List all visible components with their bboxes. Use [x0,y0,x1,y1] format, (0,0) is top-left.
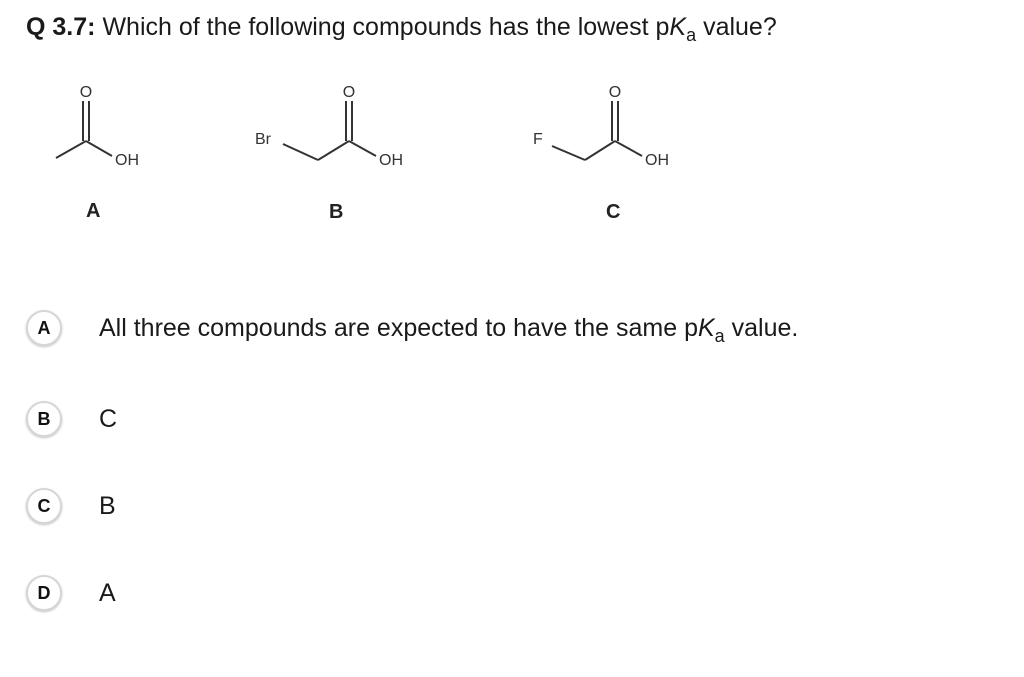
molecule-b-bromine: Br [255,131,271,148]
molecule-c-label: C [606,201,621,223]
option-d-badge[interactable]: D [26,575,62,611]
bond-a-methyl [56,141,86,158]
molecule-b-label: B [329,201,344,223]
molecule-c-carbonyl-o: O [608,84,622,101]
molecule-b-hydroxyl: OH [379,152,403,169]
question-suffix: value? [696,13,777,41]
molecule-a-carbonyl-o: O [79,84,93,101]
answer-option-d[interactable] [26,573,116,613]
molecule-b-structure [283,101,376,160]
option-a-text [99,313,799,346]
option-c-text: B [99,491,116,520]
option-a-k: K [697,313,715,342]
answer-option-a[interactable] [26,308,798,348]
bond-b-c-oh [349,141,376,156]
bond-c-f-c [552,146,585,160]
molecule-a-structure [56,101,112,158]
option-a-suffix: value. [724,313,799,342]
structure-drawings [0,70,1024,230]
question-text: Which of the following compounds has the lowest p [102,13,670,41]
answer-option-b[interactable] [26,399,117,439]
bond-c-c-oh [615,141,642,156]
molecule-a-hydroxyl: OH [115,152,139,169]
option-d-text: A [99,578,116,607]
molecule-c-fluorine: F [533,131,543,148]
molecule-b-carbonyl-o: O [342,84,356,101]
question-sub: a [686,25,697,45]
option-b-text: C [99,404,118,433]
question-prompt [26,10,777,44]
question-k: K [669,13,687,41]
option-b-badge[interactable]: B [26,401,62,437]
option-a-badge[interactable]: A [26,310,62,346]
option-a-sub: a [714,325,725,346]
molecule-a-label: A [86,200,101,222]
bond-b-c-c [318,141,349,160]
question-number: Q 3.7: [26,13,96,41]
bond-c-c-c [585,141,615,160]
molecule-c-hydroxyl: OH [645,152,669,169]
molecule-structures [0,70,1024,230]
option-c-badge[interactable]: C [26,488,62,524]
option-a-main: All three compounds are expected to have the same p [99,313,698,342]
bond-b-br-c [283,144,318,160]
answer-option-c[interactable] [26,486,116,526]
bond-a-c-oh [86,141,112,156]
molecule-c-structure [552,101,642,160]
